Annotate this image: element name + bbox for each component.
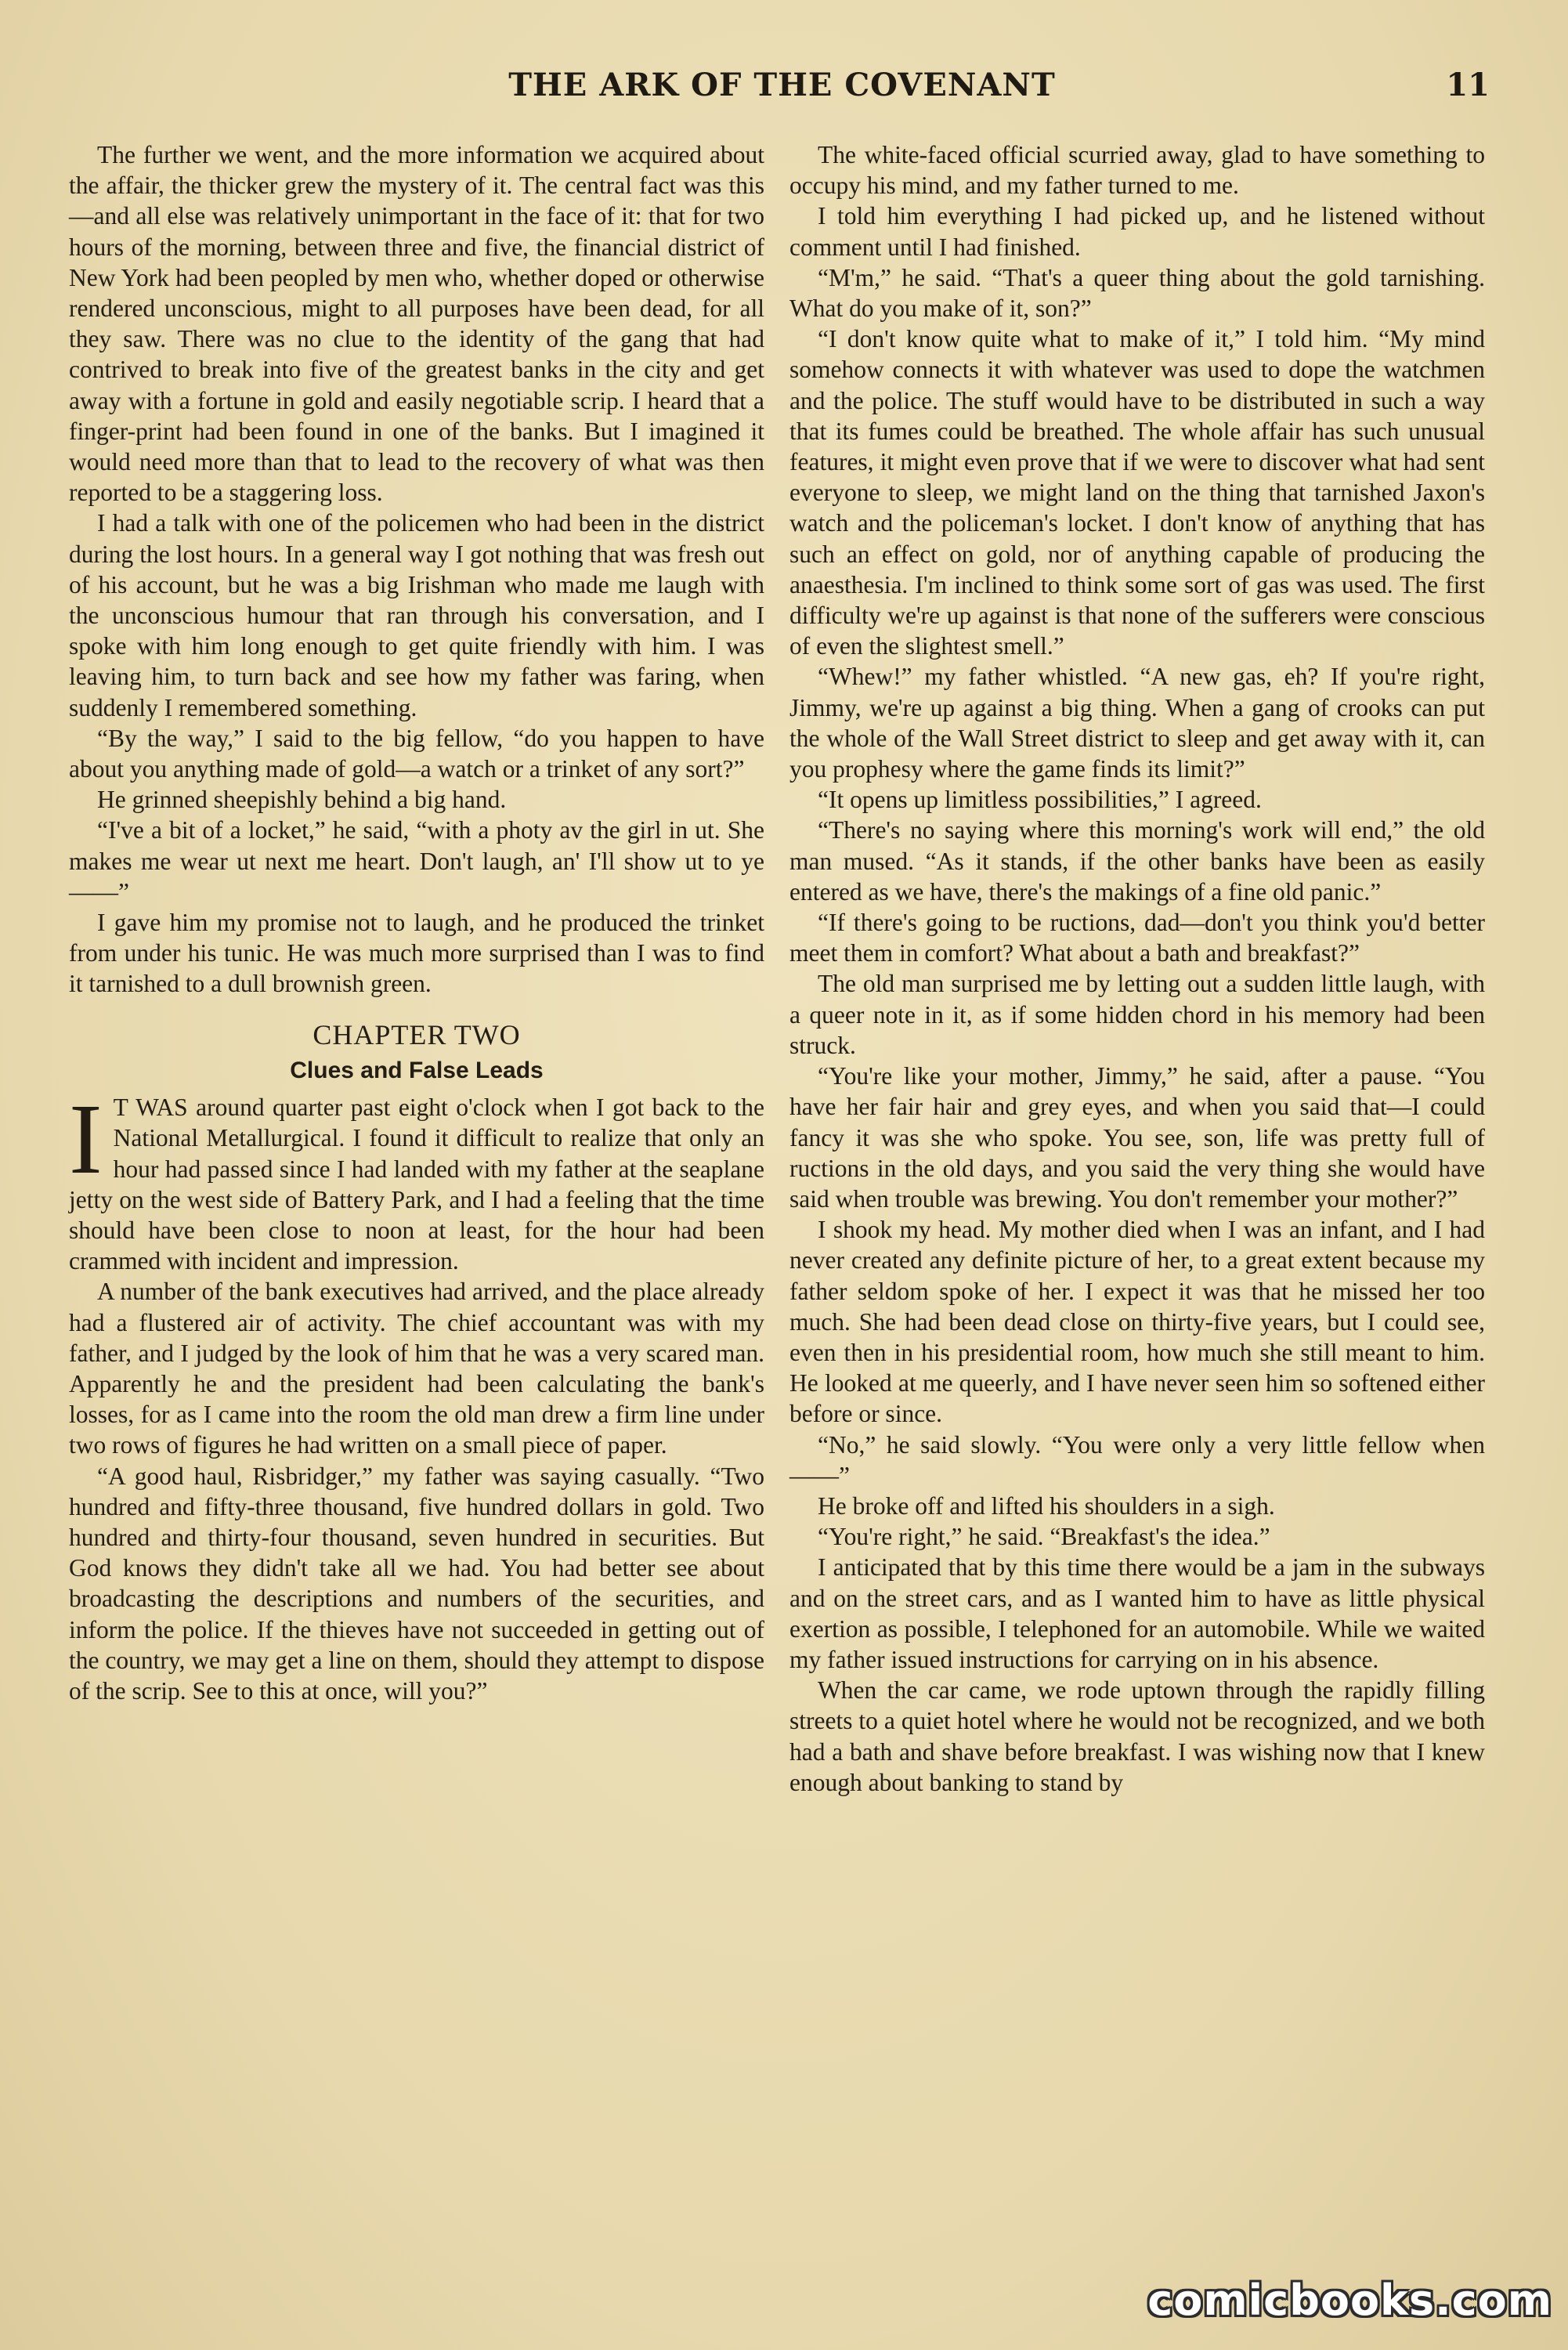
watermark: comicbooks.com (1147, 2276, 1552, 2325)
paragraph: “I've a bit of a locket,” he said, “with a photy av the girl in ut. She makes me wear ut next me heart. Don't laugh, an' I'll show ut to ye——” (69, 816, 764, 906)
paragraph: “A good haul, Risbridger,” my father was saying casually. “Two hundred and fifty-three thousand, five hundred dollars in gold. Two hundred and thirty-four thousand, seven hundred in securities. But God knows they didn't take all we had. You had better see about broadcasting the descriptions and numbers of the securities, and inform the police. If the thieves have not succeeded in getting out of the country, we may get a line on them, should they attempt to dispose of the scrip. See to this at once, will you?” (69, 1462, 764, 1705)
chapter-heading: CHAPTER TWO (313, 1018, 521, 1050)
paragraph: He grinned sheepishly behind a big hand. (97, 786, 507, 814)
paragraph-text: T WAS around quarter past eight o'clock when I got back to the National Metallurgical. I found it difficult to realize that only an hour had passed since I had landed with my father at the seaplane jetty on the west side of Battery Park, and I had a feeling that the time should have been close to noon at least, for the hour had been crammed with incident and impression. (69, 1094, 764, 1275)
paragraph: “Whew!” my father whistled. “A new gas, eh? If you're right, Jimmy, we're up against a big thing. When a gang of crooks can put the whole of the Wall Street district to sleep and get away with it, can you prophesy where the game finds its limit?” (789, 663, 1485, 783)
paragraph: I shook my head. My mother died when I was an infant, and I had never created any definite picture of her, to a great extent because my father seldom spoke of her. I expect it was that he missed her too much. She had been dead close on thirty-five years, but I could see, even then in his presidential room, how much she still meant to him. He looked at me queerly, and I have never seen him so softened either before or since. (789, 1216, 1485, 1428)
drop-cap: I (69, 1083, 103, 1195)
opening-paragraph (69, 1083, 764, 1276)
paragraph: “It opens up limitless possibilities,” I agreed. (818, 786, 1262, 814)
paragraph: “M'm,” he said. “That's a queer thing about the gold tarnishing. What do you make of it, son?” (789, 263, 1485, 323)
paragraph: The old man surprised me by letting out a sudden little laugh, with a queer note in it, as if some hidden chord in his memory had been struck. (789, 970, 1485, 1059)
paragraph: I told him everything I had picked up, and he listened without comment until I had finished. (789, 202, 1485, 261)
paragraph: “I don't know quite what to make of it,” I told him. “My mind somehow connects it with whatever was used to dope the watchmen and the police. The stuff would have to be distributed in such a way that its fumes could be breathed. The whole affair has such unusual features, it might even prove that if we were to discover what had sent everyone to sleep, we might land on the thing that tarnished Jaxon's watch and the policeman's locket. I don't know of anything that has such an effect on gold, nor of anything capable of producing the anaesthesia. I'm inclined to think some sort of gas was used. The first difficulty we're up against is that none of the sufferers were conscious of even the slightest smell.” (789, 325, 1485, 660)
running-title: THE ARK OF THE COVENANT (508, 67, 1056, 103)
paragraph: “There's no saying where this morning's work will end,” the old man mused. “As it stands, if the other banks have been as easily entered as we have, there's the makings of a fine old panic.” (789, 816, 1485, 906)
left-column (69, 139, 764, 1706)
paragraph: I anticipated that by this time there would be a jam in the subways and on the street cars, and as I wanted him to have as little physical exertion as possible, I telephoned for an automobile. While we waited my father issued instructions for carrying on in his absence. (789, 1553, 1485, 1673)
paragraph: “You're right,” he said. “Breakfast's the idea.” (818, 1523, 1270, 1551)
paragraph: I had a talk with one of the policemen who had been in the district during the lost hours. In a general way I got nothing that was fresh out of his account, but he was a big Irishman who made me laugh with the unconscious humour that ran through his conversation, and I spoke with him long enough to get quite friendly with him. I was leaving him, to turn back and see how my father was faring, when suddenly I remembered something. (69, 509, 764, 721)
chapter-subtitle: Clues and False Leads (290, 1057, 544, 1083)
right-column (789, 139, 1485, 1798)
paragraph: When the car came, we rode uptown through the rapidly filling streets to a quiet hotel where he would not be recognized, and we both had a bath and shave before breakfast. I was wishing now that I knew enough about banking to stand by (789, 1676, 1485, 1796)
page-header (74, 67, 1490, 114)
paragraph: I gave him my promise not to laugh, and he produced the trinket from under his tunic. He was much more surprised than I was to find it tarnished to a dull brownish green. (69, 909, 764, 998)
paragraph: A number of the bank executives had arrived, and the place already had a flustered air of activity. The chief accountant was with my father, and I judged by the look of him that he was a very scared man. Apparently he and the president had been calculating the bank's losses, for as I came into the room the old man drew a firm line under two rows of figures he had written on a small piece of paper. (69, 1278, 764, 1459)
paragraph: “By the way,” I said to the big fellow, “do you happen to have about you anything made of gold—a watch or a trinket of any sort?” (69, 724, 764, 783)
paragraph: The white-faced official scurried away, glad to have something to occupy his mind, and my father turned to me. (789, 141, 1485, 200)
page-number: 11 (1446, 67, 1490, 103)
paragraph: “If there's going to be ructions, dad—don't you think you'd better meet them in comfort? What about a bath and breakfast?” (789, 909, 1485, 967)
paragraph: “You're like your mother, Jimmy,” he said, after a pause. “You have her fair hair and grey eyes, and when you said that—I could fancy it was she who spoke. You see, son, life was pretty full of ructions in the old days, and you said the very thing she would have said when trouble was brewing. You don't remember your mother?” (789, 1062, 1485, 1213)
paragraph: He broke off and lifted his shoulders in a sigh. (818, 1491, 1275, 1520)
paragraph: The further we went, and the more information we acquired about the affair, the thicker grew the mystery of it. The central fact was this—and all else was relatively unimportant in the face of it: that for two hours of the morning, between three and five, the financial district of New York had been peopled by men who, whether doped or otherwise rendered unconscious, might to all purposes have been dead, for all they saw. There was no clue to the identity of the gang that had contrived to break into five of the greatest banks in the city and get away with a fortune in gold and easily negotiable scrip. I heard that a finger-print had been found in one of the banks. But I imagined it would need more than that to lead to the recovery of what was then reported to be a staggering loss. (69, 141, 764, 507)
paragraph: “No,” he said slowly. “You were only a very little fellow when——” (789, 1430, 1485, 1489)
